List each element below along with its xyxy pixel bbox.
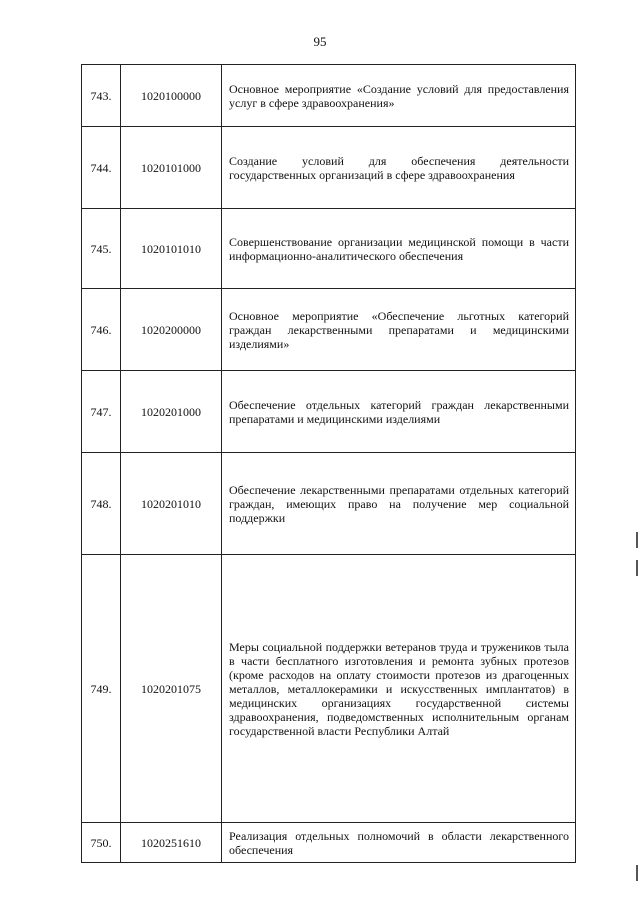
- row-code: 1020101010: [121, 209, 222, 289]
- budget-classification-table: [81, 64, 576, 863]
- table-row: [82, 65, 576, 127]
- row-number: 749.: [82, 555, 121, 823]
- row-number: 748.: [82, 453, 121, 555]
- row-description: Основное мероприятие «Обеспечение льготных категорий граждан лекарственными препаратами и медицинскими изделиями»: [222, 289, 576, 371]
- row-number: 743.: [82, 65, 121, 127]
- scan-edge-mark: [636, 865, 638, 881]
- scan-edge-mark: [636, 532, 638, 548]
- row-number: 746.: [82, 289, 121, 371]
- row-description: Основное мероприятие «Создание условий для предоставления услуг в сфере здравоохранения»: [222, 65, 576, 127]
- row-description: Создание условий для обеспечения деятельности государственных организаций в сфере здравоохранения: [222, 127, 576, 209]
- table-row: [82, 371, 576, 453]
- row-description: Обеспечение отдельных категорий граждан лекарственными препаратами и медицинскими изделиями: [222, 371, 576, 453]
- table-row: [82, 209, 576, 289]
- scan-edge-mark: [636, 560, 638, 576]
- row-number: 750.: [82, 823, 121, 863]
- table-row: [82, 127, 576, 209]
- page-number: 95: [313, 34, 327, 49]
- row-code: 1020201000: [121, 371, 222, 453]
- row-code: 1020200000: [121, 289, 222, 371]
- row-code: 1020201010: [121, 453, 222, 555]
- row-number: 745.: [82, 209, 121, 289]
- row-number: 747.: [82, 371, 121, 453]
- table-row: [82, 823, 576, 863]
- table-row: [82, 453, 576, 555]
- row-number: 744.: [82, 127, 121, 209]
- row-description: Меры социальной поддержки ветеранов труда и тружеников тыла в части бесплатного изготовления и ремонта зубных протезов (кроме расходов на оплату стоимости протезов из драгоценных металлов, металлокерамики и искусственных имплантатов) в медицинских организациях государственной системы здравоохранения, подведомственных исполнительным органам государственной власти Республики Алтай: [222, 555, 576, 823]
- row-description: Обеспечение лекарственными препаратами отдельных категорий граждан, имеющих право на получение мер социальной поддержки: [222, 453, 576, 555]
- row-code: 1020251610: [121, 823, 222, 863]
- row-description: Реализация отдельных полномочий в области лекарственного обеспечения: [222, 823, 576, 863]
- row-description: Совершенствование организации медицинской помощи в части информационно-аналитического обеспечения: [222, 209, 576, 289]
- row-code: 1020101000: [121, 127, 222, 209]
- table-row: [82, 289, 576, 371]
- row-code: 1020100000: [121, 65, 222, 127]
- table-row: [82, 555, 576, 823]
- row-code: 1020201075: [121, 555, 222, 823]
